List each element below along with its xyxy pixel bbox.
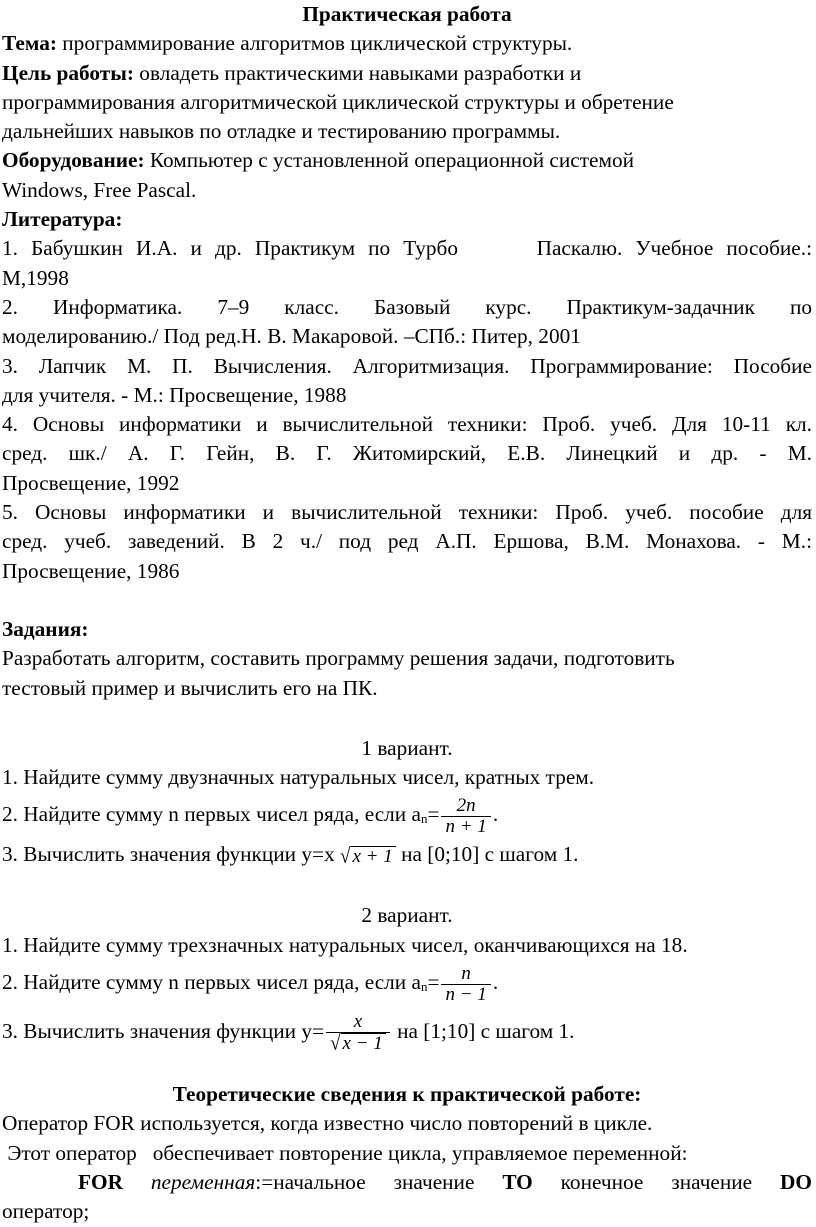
- variant-2-task-2-fraction: [441, 964, 490, 1005]
- fraction-numerator: x: [353, 1011, 363, 1033]
- variant-1-task-2-eq: =: [427, 802, 440, 827]
- variant-2-task-1: 1. Найдите сумму трехзначных натуральных чисел, оканчивающихся на 18.: [2, 932, 688, 957]
- spacer: [2, 703, 812, 732]
- literature-label: Литература:: [2, 207, 123, 232]
- variant-1-task-2-fraction: [441, 796, 490, 837]
- tasks-intro-2: тестовый пример и вычислить его на ПК.: [2, 675, 378, 700]
- variant-2-title: 2 вариант.: [361, 903, 453, 928]
- tasks-intro-1: Разработать алгоритм, составить программу решения задачи, подготовить: [2, 646, 675, 671]
- literature-item-4-line-1: 4. Основы информатики и вычислительной техники: Проб. учеб. Для 10-11 кл.: [2, 412, 812, 437]
- sqrt-icon: √ x + 1: [340, 846, 396, 867]
- page-title: Практическая работа: [302, 2, 512, 26]
- variant-2-task-3-text: 3. Вычислить значения функции y=: [2, 1019, 325, 1044]
- document-page: [2, 0, 812, 1227]
- literature-item-2-line-2: моделированию./ Под ред.Н. В. Макаровой. –СПб.: Питер, 2001: [2, 324, 581, 349]
- keyword-for: FOR: [78, 1169, 123, 1194]
- literature-item-5-line-2: сред. учеб. заведений. В 2 ч./ под ред А.П. Ершова, В.М. Монахова. - М.:: [2, 529, 812, 554]
- variant-1-task-3-text: 3. Вычислить значения функции y=x: [2, 842, 341, 867]
- spacer: [2, 872, 812, 901]
- fraction-denominator: n + 1: [441, 816, 490, 837]
- variant-1-task-3: [2, 836, 812, 872]
- variant-1-task-1: 1. Найдите сумму двузначных натуральных чисел, кратных трем.: [2, 765, 595, 790]
- literature-item-1-line-1: 1. Бабушкин И.А. и др. Практикум по Турбо Паскалю. Учебное пособие.:: [2, 236, 812, 261]
- variant-2-task-2: [2, 960, 812, 1004]
- topic-line: [2, 29, 812, 58]
- equipment-line: [2, 146, 812, 175]
- theory-title: Теоретические сведения к практической работе:: [172, 1082, 642, 1107]
- sqrt-radicand: x − 1: [341, 1033, 386, 1054]
- variant-2-task-3-fraction: [326, 1012, 390, 1054]
- keyword-do: DO: [780, 1169, 812, 1194]
- variant-2-task-3-end: на [1;10] с шагом 1.: [391, 1019, 575, 1044]
- equipment-value-2: Windows, Free Pascal.: [2, 177, 197, 202]
- variant-1-task-2-subscript: n: [420, 811, 428, 827]
- syntax-operator: оператор;: [2, 1199, 90, 1224]
- spacer: [2, 1058, 812, 1080]
- topic-value: программирование алгоритмов циклической структуры.: [56, 31, 573, 56]
- variant-2-task-2-eq: =: [427, 970, 440, 995]
- keyword-to: TO: [502, 1169, 533, 1194]
- variant-1-task-2-text: 2. Найдите сумму n первых чисел ряда, если a: [2, 802, 421, 827]
- fraction-numerator: 2n: [456, 795, 476, 817]
- syntax-assign: :=начальное значение: [255, 1169, 475, 1194]
- goal-line: [2, 59, 812, 88]
- variant-1-task-2: [2, 792, 812, 836]
- literature-item-4-line-3: Просвещение, 1992: [2, 470, 180, 495]
- fraction-numerator: n: [461, 962, 471, 984]
- theory-line-1: Оператор FOR используется, когда известно число повторений в цикле.: [2, 1111, 653, 1136]
- equipment-value-1: Компьютер с установленной операционной системой: [144, 148, 635, 173]
- theory-line-2: Этот оператор обеспечивает повторение цикла, управляемое переменной:: [2, 1140, 688, 1165]
- literature-item-3-line-1: 3. Лапчик М. П. Вычисления. Алгоритмизация. Программирование: Пособие: [2, 353, 812, 378]
- variant-2-task-3: [2, 1004, 812, 1058]
- goal-label: Цель работы:: [2, 60, 134, 85]
- spacer: [2, 586, 812, 615]
- goal-value-2: программирования алгоритмической циклической структуры и обретение: [2, 89, 674, 114]
- sqrt-radicand: x + 1: [350, 846, 395, 867]
- goal-value-1: овладеть практическими навыками разработки и: [133, 60, 582, 85]
- variant-1-task-2-end: .: [492, 802, 499, 827]
- variant-2-task-2-subscript: n: [420, 979, 428, 995]
- variant-2-task-2-text: 2. Найдите сумму n первых чисел ряда, если a: [2, 970, 421, 995]
- variant-2-task-2-end: .: [492, 970, 499, 995]
- variant-1-task-3-end: на [0;10] с шагом 1.: [395, 842, 579, 867]
- for-syntax-line: [2, 1168, 812, 1197]
- variant-1-title: 1 вариант.: [361, 735, 453, 760]
- goal-value-3: дальнейших навыков по отладке и тестированию программы.: [2, 119, 561, 144]
- syntax-end-value: конечное значение: [560, 1169, 753, 1194]
- literature-item-4-line-2: сред. шк./ А. Г. Гейн, В. Г. Житомирский, Е.В. Линецкий и др. - М.: [2, 441, 812, 466]
- topic-label: Тема:: [2, 31, 57, 56]
- literature-item-3-line-2: для учителя. - М.: Просвещение, 1988: [2, 382, 347, 407]
- fraction-denominator: n − 1: [441, 984, 490, 1005]
- literature-item-1-line-2: М,1998: [2, 265, 69, 290]
- literature-item-5-line-3: Просвещение, 1986: [2, 558, 180, 583]
- literature-item-5-line-1: 5. Основы информатики и вычислительной техники: Проб. учеб. пособие для: [2, 500, 812, 525]
- tasks-label: Задания:: [2, 616, 89, 641]
- equipment-label: Оборудование:: [2, 148, 145, 173]
- syntax-variable: переменная: [150, 1169, 256, 1194]
- sqrt-icon: √ x − 1: [330, 1033, 386, 1054]
- literature-list: [2, 234, 812, 586]
- literature-item-2-line-1: 2. Информатика. 7–9 класс. Базовый курс. Практикум-задачник по: [2, 294, 812, 319]
- fraction-denominator: [326, 1032, 390, 1054]
